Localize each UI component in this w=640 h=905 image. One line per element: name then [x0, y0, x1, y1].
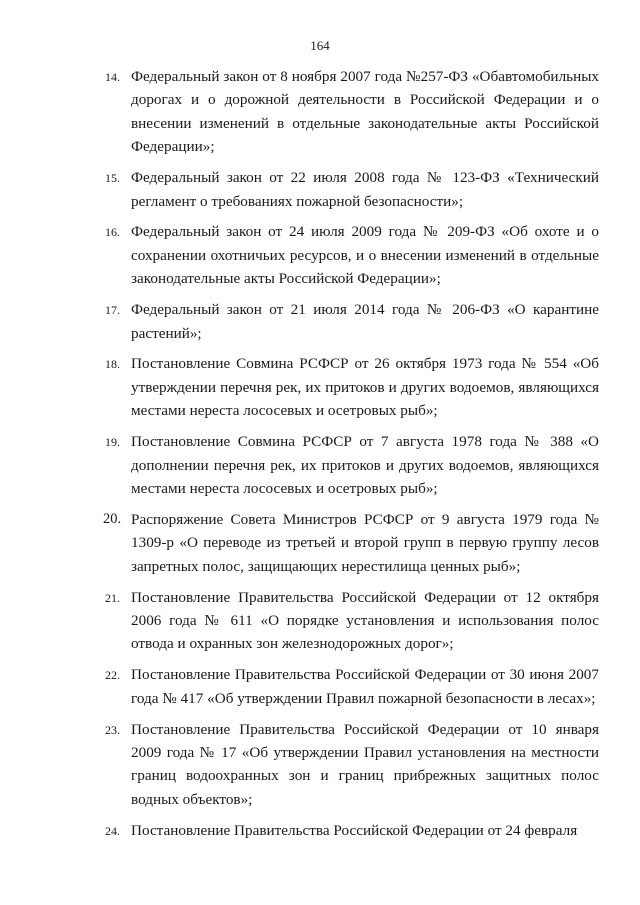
list-item-text: Постановление Правительства Российской Федерации от 10 января 2009 года № 17 «Об утверждении Правил установления на местности границ водоохранных зон и границ прибрежных защитных полос водных объектов»;	[131, 720, 599, 808]
list-item	[105, 586, 599, 656]
list-item-number: 14.	[105, 70, 120, 84]
list-item-text: Постановление Правительства Российской Федерации от 30 июня 2007 года № 417 «Об утверждении Правил пожарной безопасности в лесах»;	[131, 666, 599, 707]
list-item-text: Постановление Правительства Российской Федерации от 12 октября 2006 года № 611 «О порядке установления и использования полос отвода и охранных зон железнодорожных дорог»;	[131, 588, 599, 653]
list-item-number: 22.	[105, 668, 120, 683]
list-item-text: Федеральный закон от 22 июля 2008 года № 123-ФЗ «Технический регламент о требованиях пожарной безопасности»;	[131, 169, 599, 210]
list-item-text: Федеральный закон от 21 июля 2014 года № 206-ФЗ «О карантине растений»;	[131, 301, 599, 342]
list-item-number: 20.	[103, 510, 122, 527]
list-item-number: 23.	[105, 722, 120, 737]
list-item-text: Федеральный закон от 24 июля 2009 года № 209-ФЗ «Об охоте и о сохранении охотничьих ресурсов, и о внесении изменений в отдельные законодательные акты Российской Федерации»;	[131, 223, 599, 288]
list-item	[105, 718, 599, 812]
list-item	[105, 508, 599, 578]
list-item-number: 21.	[105, 590, 120, 605]
list-item	[105, 819, 599, 842]
list-item-text: Федеральный закон от 8 ноября 2007 года №257-ФЗ «Обавтомобильных дорогах и о дорожной деятельности в Российской Федерации и о внесении изменений в отдельные законодательные акты Российской Федерации»;	[131, 68, 599, 156]
list-item	[105, 663, 599, 710]
legal-acts-list	[105, 65, 599, 850]
list-item	[105, 65, 599, 159]
list-item-text: Постановление Совмина РСФСР от 7 августа 1978 года № 388 «О дополнении перечня рек, их притоков и других водоемов, являющихся местами нереста лососевых и осетровых рыб»;	[131, 433, 599, 497]
page-number: 164	[310, 38, 330, 53]
list-item	[105, 220, 599, 290]
list-item-text: Постановление Совмина РСФСР от 26 октября 1973 года № 554 «Об утверждении перечня рек, их притоков и других водоемов, являющихся местами нереста лососевых и осетровых рыб»;	[131, 355, 599, 420]
list-item-number: 24.	[105, 823, 120, 838]
list-item	[105, 352, 599, 422]
list-item-text: Постановление Правительства Российской Федерации от 24 февраля	[131, 821, 578, 839]
list-item	[105, 166, 599, 213]
list-item	[105, 298, 599, 345]
list-item-number: 17.	[105, 303, 120, 318]
list-item-text: Распоряжение Совета Министров РСФСР от 9 августа 1979 года № 1309-р «О переводе из третьей и второй групп в первую группу лесов запретных полос, защищающих нерестилища ценных рыб»;	[131, 510, 599, 575]
list-item-number: 15.	[105, 171, 120, 186]
list-item-number: 19.	[105, 435, 120, 450]
list-item-number: 16.	[105, 225, 120, 240]
list-item-number: 18.	[105, 357, 120, 372]
list-item	[105, 430, 599, 500]
